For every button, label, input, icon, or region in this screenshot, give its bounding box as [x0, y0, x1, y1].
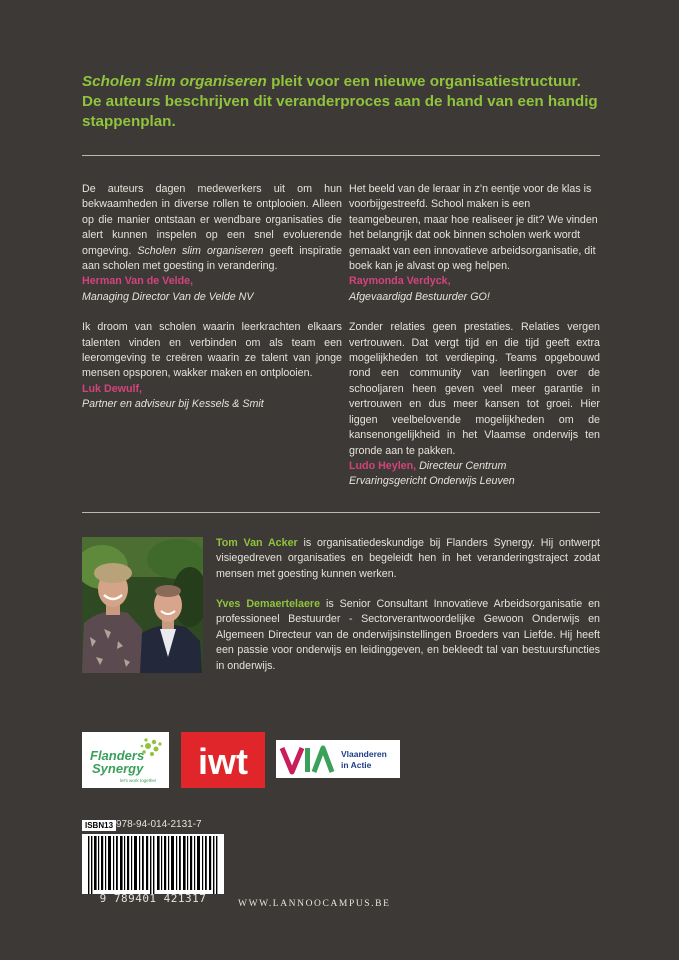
intro-text: pleit voor een nieuwe organisatiestructuur. De auteurs beschrijven dit veranderproces aan de hand van een handig stappenplan.: [82, 73, 598, 130]
flanders-synergy-logo: [82, 732, 169, 788]
barcode-digits: 9 789401 421317: [99, 892, 207, 905]
fs-word-1: Flanders: [90, 748, 145, 763]
bio-2-text: is Senior Consultant Innovatieve Arbeidsorganisatie en professioneel Bestuurder - Sectorverantwoordelijke Gewoon Onderwijs en Algemeen Directeur van de onderwijsinstellingen Broeders van Liefde. Hij heeft een passie voor onderwijs en leidinggeven, en bekleedt tal van bestuursfuncties in onderwijs.: [216, 598, 600, 672]
bio-2-name: Yves Demaertelaere: [216, 598, 321, 610]
via-word-1: Vlaanderen: [341, 749, 387, 759]
quote-4-attribution: [349, 459, 600, 474]
authors-photo: [82, 537, 203, 673]
isbn-label: ISBN13: [82, 820, 116, 831]
publisher-website: WWW.LANNOOCAMPUS.BE: [238, 899, 391, 909]
fs-tagline: let's work together: [120, 778, 157, 783]
quotes-left-column: [82, 182, 342, 413]
quote-4-role-1: Directeur Centrum: [416, 459, 507, 472]
quote-3: Het beeld van de leraar in z’n eentje voor de klas is voorbijgestreefd. School maken is een teamgebeuren, maar hoe realiseer je dit? We vinden het belangrijk dat ook binnen scholen werk wordt gemaakt van een innovatieve arbeidsorganisatie, dit boek kan je alvast op weg helpen.: [349, 183, 598, 273]
quote-4-author: Ludo Heylen,: [349, 459, 417, 472]
quote-3-role: Afgevaardigd Bestuurder GO!: [349, 290, 490, 303]
quote-1: [82, 182, 342, 274]
intro-statement: [82, 72, 602, 132]
quote-1-title: Scholen slim organiseren: [137, 244, 264, 257]
bio-tom-van-acker: [216, 536, 600, 582]
iwt-text: iwt: [198, 741, 248, 782]
quote-4-role-2: Ervaringsgericht Onderwijs Leuven: [349, 475, 515, 488]
middle-divider: [82, 512, 600, 513]
quote-1-author: Herman Van de Velde,: [82, 275, 194, 288]
quote-2-author: Luk Dewulf,: [82, 382, 142, 395]
quote-1-role: Managing Director Van de Velde NV: [82, 290, 254, 303]
bio-1-text: is organisatiedeskundige bij Flanders Synergy. Hij ontwerpt visiegedreven organisaties en begeleidt hen in het veranderingstraject zodat mensen met goesting kunnen werken.: [216, 537, 600, 580]
barcode-bars: [82, 834, 224, 894]
quote-1-text-b: geeft inspiratie aan scholen met goesting in verandering.: [82, 244, 342, 273]
iwt-logo: [181, 732, 265, 788]
quote-1-text-a: De auteurs dagen medewerkers uit om hun bekwaamheden in diverse rollen te ontplooien. Alleen op die manier ontstaan er wendbare organisaties die alert kunnen inspelen op een snel evoluerende omgeving.: [82, 183, 342, 257]
book-title: Scholen slim organiseren: [82, 73, 267, 90]
fs-word-2: Synergy: [92, 761, 144, 776]
quote-3-author: Raymonda Verdyck,: [349, 275, 451, 288]
bio-yves-demaertelaere: [216, 597, 600, 674]
vlaanderen-in-actie-logo: [276, 740, 400, 778]
quote-2: Ik droom van scholen waarin leerkrachten elkaars talenten vinden en verbinden om als team een leeromgeving te creëren waarin ze talent van jonge mensen opsporen, wakker maken en ontplooien.: [82, 321, 342, 380]
quotes-right-column: [349, 182, 600, 490]
isbn-barcode: [82, 820, 224, 910]
quote-4: Zonder relaties geen prestaties. Relaties vergen vertrouwen. Dat vergt tijd en die tijd geeft extra mogelijkheden tot verdieping. Teams opgebouwd rond een community van leerlingen over de schooljaren heen geven veel meer garantie in vertrouwen en dus meer kansen tot groei. Hier liggen veelbelovende mogelijkheden om de kansenongelijkheid in het Vlaamse onderwijs ten gronde aan te pakken.: [349, 321, 600, 457]
top-divider: [82, 155, 600, 156]
via-word-2: in Actie: [341, 760, 372, 770]
isbn-number: 978-94-014-2131-7: [116, 819, 202, 830]
quote-2-role: Partner en adviseur bij Kessels & Smit: [82, 398, 264, 411]
bio-1-name: Tom Van Acker: [216, 537, 298, 549]
